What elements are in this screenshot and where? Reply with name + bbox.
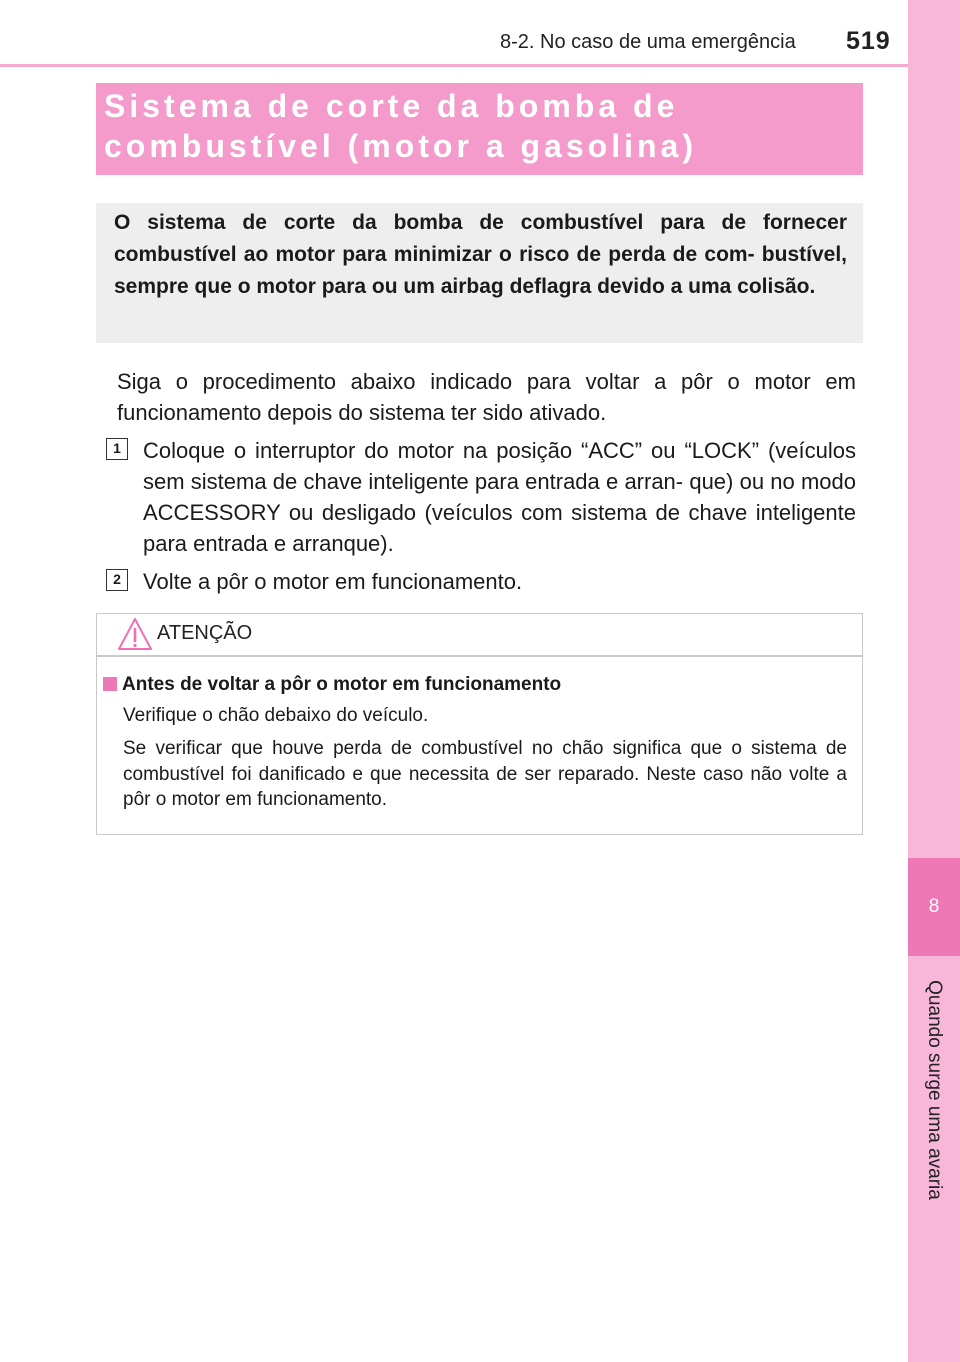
- header-divider: [0, 64, 908, 67]
- bullet-square-icon: [103, 677, 117, 691]
- step-number-badge: 2: [106, 569, 128, 591]
- warning-triangle-icon: [116, 616, 154, 652]
- warning-heading-text: Antes de voltar a pôr o motor em funcionamento: [122, 674, 562, 695]
- page-title: Sistema de corte da bomba de combustível (motor a gasolina): [104, 88, 697, 164]
- warning-label: ATENÇÃO: [157, 622, 253, 644]
- intro-text: Siga o procedimento abaixo indicado para voltar a pôr o motor em funcionamento depois do sistema ter sido ativado.: [117, 369, 856, 425]
- chapter-number: 8: [928, 896, 940, 917]
- chapter-title: Quando surge uma avaria: [924, 980, 945, 1200]
- summary-text: O sistema de corte da bomba de combustível para de fornecer combustível ao motor para minimizar o risco de perda de com- bustível, sempre que o motor para ou um airbag deflagra devido a uma colisão.: [114, 211, 847, 298]
- step-text: Volte a pôr o motor em funcionamento.: [143, 569, 523, 594]
- section-title: 8-2. No caso de uma emergência: [500, 31, 796, 53]
- page-number: 519: [846, 27, 891, 55]
- warning-paragraph: Verifique o chão debaixo do veículo.: [123, 705, 429, 726]
- warning-header-divider: [97, 655, 862, 657]
- warning-paragraph: Se verificar que houve perda de combustível no chão significa que o sistema de combustível foi danificado e que necessita de ser reparado. Neste caso não volte a pôr o motor em funcionamento.: [123, 738, 847, 810]
- step-number-badge: 1: [106, 438, 128, 460]
- warning-heading: [103, 674, 561, 696]
- step-text: Coloque o interruptor do motor na posição “ACC” ou “LOCK” (veículos sem sistema de chave inteligente para entrada e arran- que) ou no modo ACCESSORY ou desligado (veículos com sistema de chave inteligente para entrada e arranque).: [143, 438, 856, 556]
